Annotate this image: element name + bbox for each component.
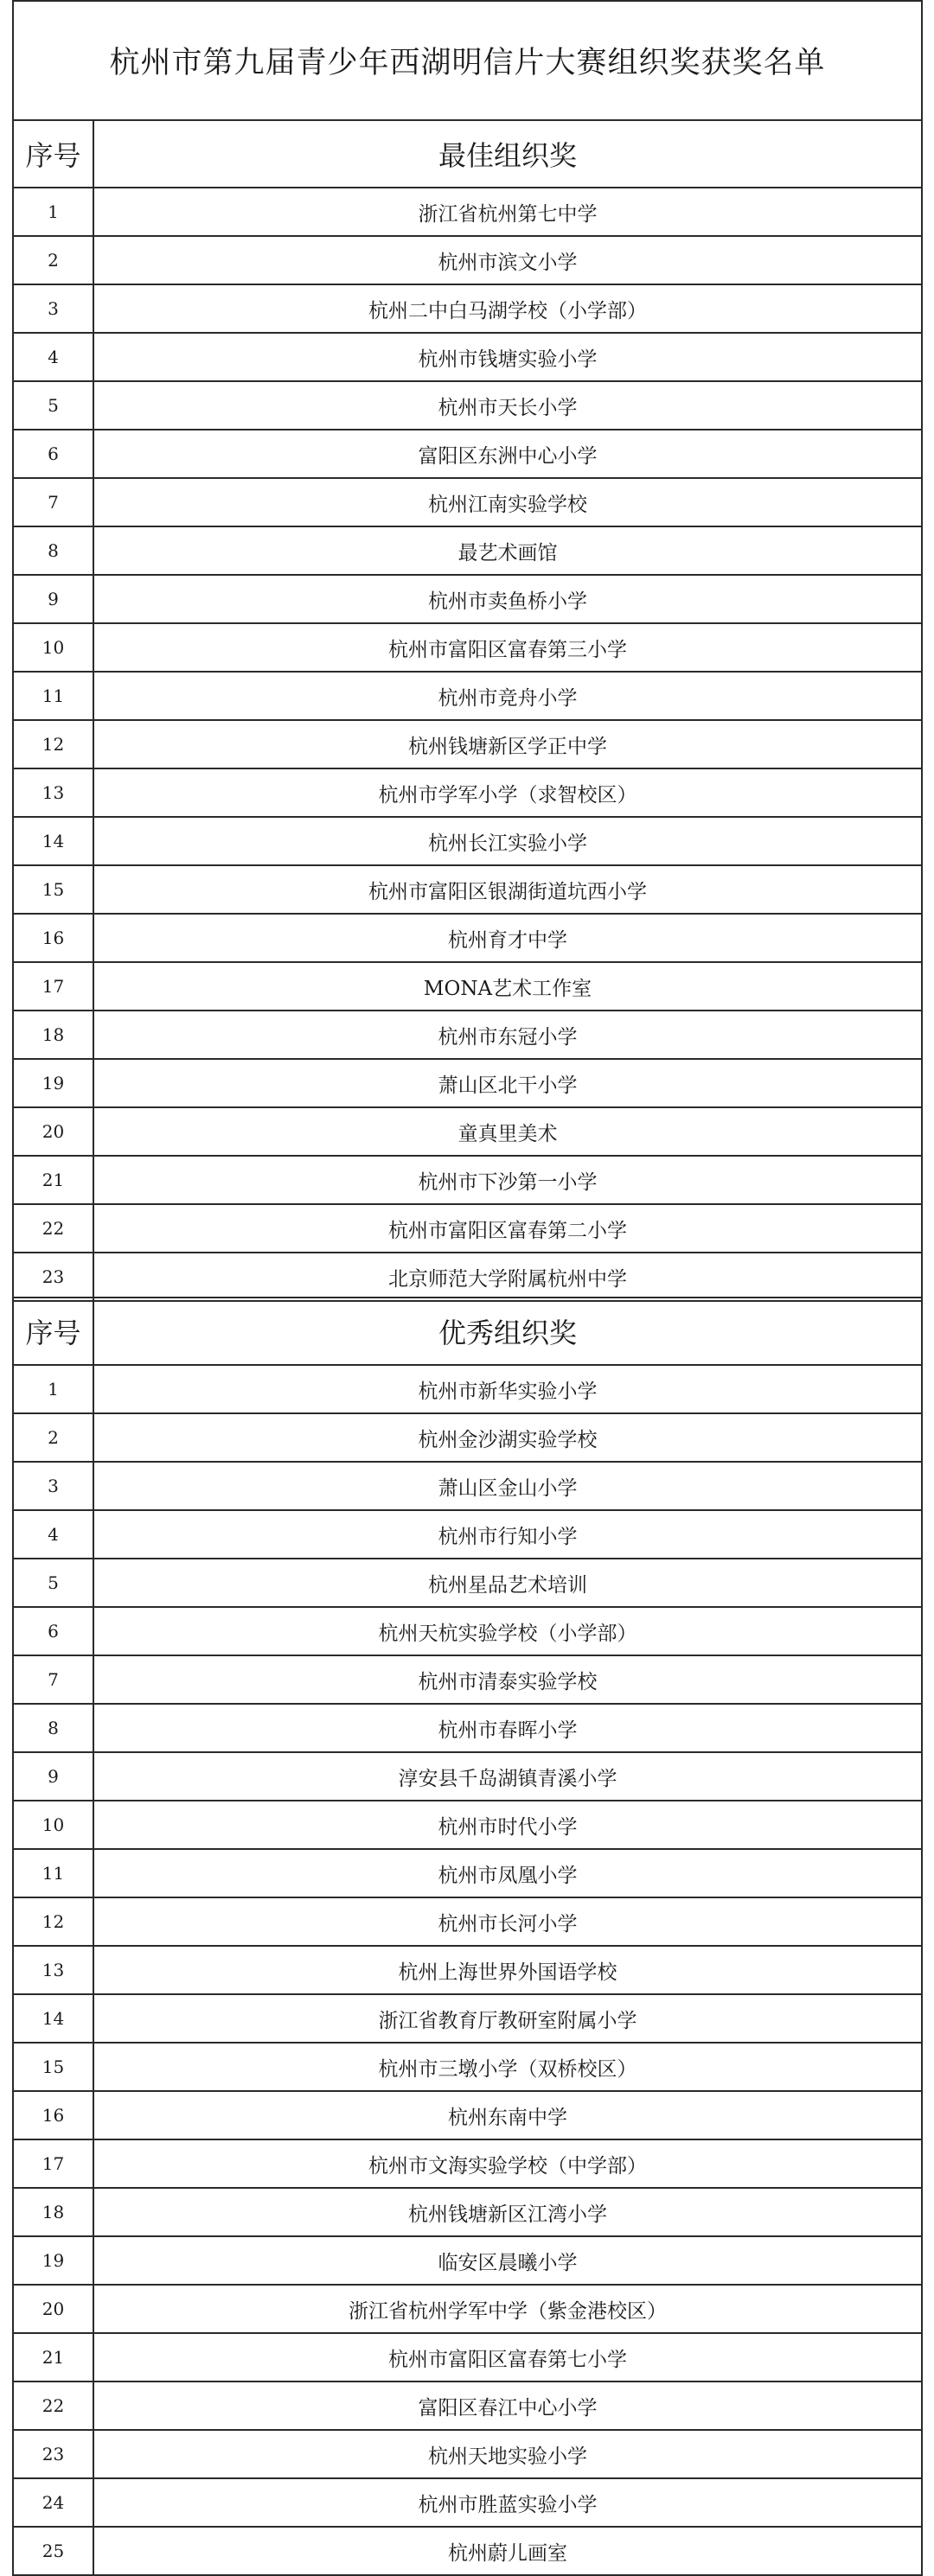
serial-number-cell: 2	[14, 1414, 94, 1461]
organization-name-cell: 杭州市富阳区银湖街道坑西小学	[368, 880, 647, 903]
organization-name-cell: 萧山区北干小学	[438, 1074, 578, 1097]
table-row	[14, 1011, 921, 1060]
header-award-category: 最佳组织奖	[438, 139, 577, 172]
header-serial-number: 序号	[14, 121, 94, 187]
serial-number-cell: 3	[14, 285, 94, 332]
table-row	[14, 1157, 921, 1205]
serial-number-cell: 18	[14, 1011, 94, 1058]
table-row	[14, 188, 921, 237]
serial-number-cell: 23	[14, 2431, 94, 2477]
table-row	[14, 624, 921, 673]
organization-name-cell: 萧山区金山小学	[438, 1476, 578, 1500]
table-row	[14, 285, 921, 334]
serial-number-cell: 6	[14, 430, 94, 477]
table-header-row	[14, 1298, 921, 1366]
organization-name-cell: 杭州市富阳区富春第三小学	[388, 638, 627, 661]
page-title: 杭州市第九届青少年西湖明信片大赛组织奖获奖名单	[14, 2, 921, 121]
organization-name-cell: 杭州市行知小学	[438, 1525, 578, 1548]
organization-name-cell: 杭州市长河小学	[438, 1912, 578, 1935]
table-row	[14, 2140, 921, 2189]
serial-number-cell: 19	[14, 1060, 94, 1106]
table-row	[14, 2189, 921, 2237]
table-row	[14, 1511, 921, 1559]
organization-name-cell: 杭州市东冠小学	[438, 1025, 578, 1049]
serial-number-cell: 22	[14, 2382, 94, 2429]
serial-number-cell: 8	[14, 527, 94, 574]
table-row	[14, 2044, 921, 2092]
table-row	[14, 1947, 921, 1995]
serial-number-cell: 10	[14, 624, 94, 671]
serial-number-cell: 20	[14, 2286, 94, 2332]
serial-number-cell: 23	[14, 1253, 94, 1300]
serial-number-cell: 14	[14, 818, 94, 864]
table-row	[14, 2382, 921, 2431]
organization-name-cell: 富阳区春江中心小学	[418, 2396, 598, 2420]
table-row	[14, 2334, 921, 2382]
header-serial-number: 序号	[14, 1298, 94, 1364]
serial-number-cell: 11	[14, 1850, 94, 1897]
organization-name-cell: 杭州天杭实验学校（小学部）	[378, 1622, 637, 1645]
serial-number-cell: 12	[14, 1898, 94, 1945]
organization-name-cell: 杭州江南实验学校	[428, 493, 587, 516]
organization-name-cell: 杭州市时代小学	[438, 1815, 578, 1839]
serial-number-cell: 6	[14, 1608, 94, 1655]
organization-name-cell: 杭州市清泰实验学校	[418, 1670, 598, 1693]
organization-name-cell: 杭州长江实验小学	[428, 832, 587, 855]
table-row	[14, 1414, 921, 1463]
table-row	[14, 1108, 921, 1157]
table-row	[14, 1656, 921, 1705]
serial-number-cell: 1	[14, 188, 94, 235]
serial-number-cell: 13	[14, 769, 94, 816]
serial-number-cell: 2	[14, 237, 94, 284]
organization-name-cell: 浙江省杭州学军中学（紫金港校区）	[349, 2299, 667, 2323]
serial-number-cell: 16	[14, 2092, 94, 2139]
table-row	[14, 2528, 921, 2576]
serial-number-cell: 9	[14, 576, 94, 622]
serial-number-cell: 15	[14, 866, 94, 913]
organization-name-cell: 浙江省教育厅教研室附属小学	[378, 2009, 637, 2032]
serial-number-cell: 22	[14, 1205, 94, 1252]
serial-number-cell: 5	[14, 382, 94, 429]
table-row	[14, 576, 921, 624]
table-row	[14, 2479, 921, 2528]
serial-number-cell: 7	[14, 479, 94, 526]
table-row	[14, 479, 921, 527]
table-row	[14, 1060, 921, 1108]
organization-name-cell: 杭州市新华实验小学	[418, 1380, 598, 1403]
table-row	[14, 430, 921, 479]
organization-name-cell: 杭州市春晖小学	[438, 1718, 578, 1742]
organization-name-cell: 临安区晨曦小学	[438, 2251, 578, 2274]
serial-number-cell: 4	[14, 334, 94, 380]
table-row	[14, 2431, 921, 2479]
serial-number-cell: 10	[14, 1801, 94, 1848]
serial-number-cell: 25	[14, 2528, 94, 2574]
serial-number-cell: 19	[14, 2237, 94, 2284]
table-row	[14, 1205, 921, 1253]
organization-name-cell: 杭州金沙湖实验学校	[418, 1428, 598, 1451]
organization-name-cell: 杭州市凤凰小学	[438, 1864, 578, 1887]
serial-number-cell: 1	[14, 1366, 94, 1412]
organization-name-cell: 杭州市滨文小学	[438, 251, 578, 274]
best-organization-award-table	[12, 0, 923, 1302]
organization-name-cell: 杭州钱塘新区江湾小学	[408, 2203, 607, 2226]
serial-number-cell: 15	[14, 2044, 94, 2090]
serial-number-cell: 3	[14, 1463, 94, 1509]
table-row	[14, 1995, 921, 2044]
organization-name-cell: 淳安县千岛湖镇青溪小学	[398, 1767, 617, 1790]
table-row	[14, 673, 921, 721]
serial-number-cell: 11	[14, 673, 94, 719]
organization-name-cell: 北京师范大学附属杭州中学	[388, 1267, 627, 1291]
serial-number-cell: 8	[14, 1705, 94, 1751]
serial-number-cell: 7	[14, 1656, 94, 1703]
organization-name-cell: 浙江省杭州第七中学	[418, 202, 598, 226]
organization-name-cell: 杭州市天长小学	[438, 396, 578, 419]
table-row	[14, 2286, 921, 2334]
organization-name-cell: 富阳区东洲中心小学	[418, 444, 598, 468]
table-row	[14, 769, 921, 818]
organization-name-cell: 杭州市富阳区富春第二小学	[388, 1219, 627, 1242]
serial-number-cell: 4	[14, 1511, 94, 1558]
organization-name-cell: 杭州市文海实验学校（中学部）	[368, 2154, 647, 2177]
organization-name-cell: 最艺术画馆	[457, 541, 558, 564]
organization-name-cell: 杭州育才中学	[448, 928, 567, 952]
table-row	[14, 1801, 921, 1850]
serial-number-cell: 17	[14, 963, 94, 1010]
organization-name-cell: 杭州市钱塘实验小学	[418, 348, 598, 371]
table-row	[14, 721, 921, 769]
table-body	[14, 1366, 921, 2576]
serial-number-cell: 12	[14, 721, 94, 768]
serial-number-cell: 18	[14, 2189, 94, 2235]
serial-number-cell: 21	[14, 2334, 94, 2381]
organization-name-cell: 杭州上海世界外国语学校	[398, 1961, 617, 1984]
table-row	[14, 1463, 921, 1511]
organization-name-cell: 杭州市下沙第一小学	[418, 1170, 598, 1194]
table-row	[14, 334, 921, 382]
table-row	[14, 1253, 921, 1302]
table-row	[14, 915, 921, 963]
organization-name-cell: 杭州天地实验小学	[428, 2445, 587, 2468]
serial-number-cell: 21	[14, 1157, 94, 1203]
table-row	[14, 382, 921, 430]
serial-number-cell: 9	[14, 1753, 94, 1800]
organization-name-cell: 杭州市学军小学（求智校区）	[378, 783, 637, 807]
table-row	[14, 1366, 921, 1414]
table-row	[14, 2237, 921, 2286]
table-row	[14, 1850, 921, 1898]
organization-name-cell: 杭州钱塘新区学正中学	[408, 735, 607, 758]
table-row	[14, 237, 921, 285]
serial-number-cell: 24	[14, 2479, 94, 2526]
organization-name-cell: 杭州市三墩小学（双桥校区）	[378, 2057, 637, 2081]
organization-name-cell: 杭州二中白马湖学校（小学部）	[368, 299, 647, 322]
organization-name-cell: 杭州市富阳区富春第七小学	[388, 2348, 627, 2371]
serial-number-cell: 17	[14, 2140, 94, 2187]
table-header-row	[14, 121, 921, 188]
organization-name-cell: 童真里美术	[457, 1122, 558, 1145]
organization-name-cell: 杭州东南中学	[448, 2106, 567, 2129]
table-row	[14, 963, 921, 1011]
table-row	[14, 2092, 921, 2140]
table-row	[14, 1559, 921, 1608]
organization-name-cell: 杭州蔚儿画室	[448, 2541, 567, 2565]
serial-number-cell: 5	[14, 1559, 94, 1606]
organization-name-cell: 杭州市卖鱼桥小学	[428, 590, 587, 613]
serial-number-cell: 14	[14, 1995, 94, 2042]
organization-name-cell: 杭州市胜蓝实验小学	[418, 2493, 598, 2516]
table-row	[14, 527, 921, 576]
excellent-organization-award-table	[12, 1297, 923, 2576]
table-row	[14, 866, 921, 915]
table-row	[14, 1705, 921, 1753]
table-row	[14, 1608, 921, 1656]
serial-number-cell: 20	[14, 1108, 94, 1155]
table-row	[14, 818, 921, 866]
table-row	[14, 1753, 921, 1801]
organization-name-cell: 杭州星品艺术培训	[428, 1573, 587, 1597]
organization-name-cell: 杭州市竞舟小学	[438, 686, 578, 710]
organization-name-cell: MONA艺术工作室	[423, 977, 592, 1000]
table-row	[14, 1898, 921, 1947]
serial-number-cell: 16	[14, 915, 94, 961]
header-award-category: 优秀组织奖	[438, 1317, 577, 1349]
table-body	[14, 188, 921, 1302]
serial-number-cell: 13	[14, 1947, 94, 1993]
